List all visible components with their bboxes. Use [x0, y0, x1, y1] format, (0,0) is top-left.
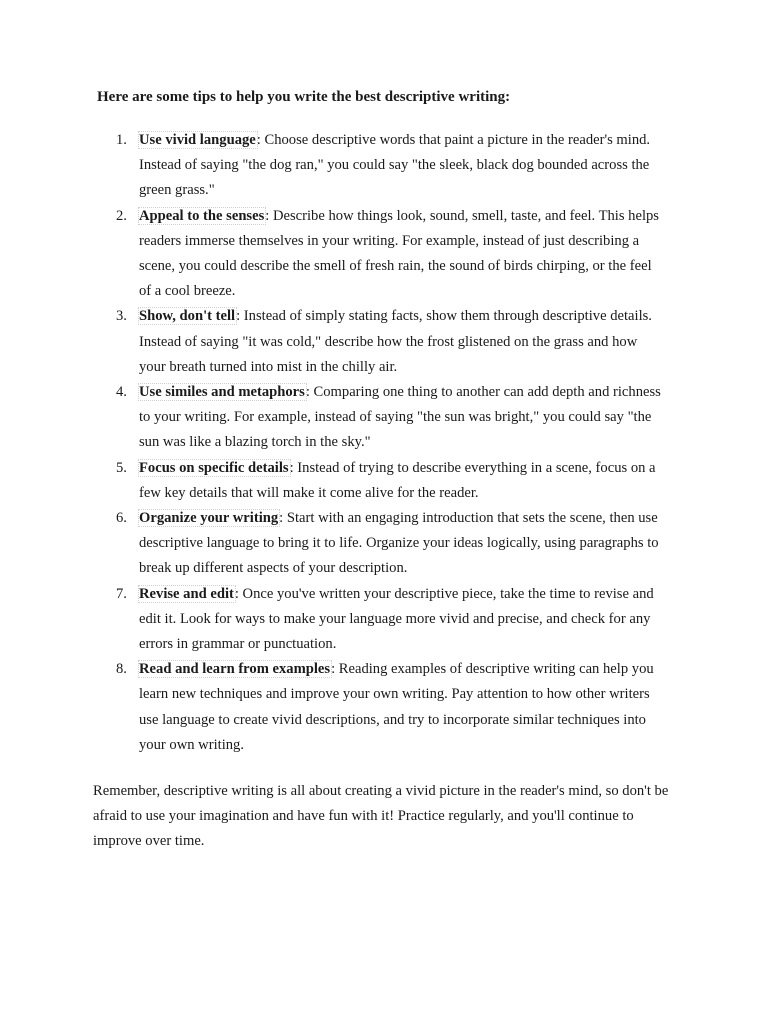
- tip-text: : Comparing one thing to another can add depth and richness to your writing. For example, instead of saying "the sun was bright," you could say "the sun was like a blazing torch in the sky.": [139, 384, 661, 451]
- list-item: [0, 204, 667, 305]
- tip-number: 7.: [116, 585, 127, 602]
- tip-term: Focus on specific details: [139, 459, 289, 476]
- tip-number: 8.: [116, 661, 127, 678]
- list-item: [0, 304, 667, 380]
- tip-text: : Once you've written your descriptive piece, take the time to revise and edit it. Look for ways to make your language more vivid and precise, and check for any errors in grammar or punctuation.: [139, 585, 654, 653]
- tip-term: Read and learn from examples: [139, 661, 331, 678]
- tip-number: 1.: [116, 132, 127, 148]
- tip-term: Appeal to the senses: [139, 207, 265, 224]
- tip-term: Use similes and metaphors: [139, 384, 305, 401]
- list-item: [0, 380, 667, 456]
- tip-text: : Instead of trying to describe everything in a scene, focus on a few key details that will make it come alive for the reader.: [139, 459, 656, 501]
- tip-term: Revise and edit: [139, 585, 234, 602]
- document-heading: Here are some tips to help you write the best descriptive writing:: [97, 89, 511, 105]
- tip-number: 2.: [116, 207, 127, 224]
- tip-text: : Choose descriptive words that paint a picture in the reader's mind. Instead of saying "the dog ran," you could say "the sleek, black dog bounded across the green grass.": [139, 132, 651, 199]
- tip-number: 6.: [116, 510, 127, 527]
- tip-number: 3.: [116, 308, 127, 325]
- tip-term: Show, don't tell: [139, 308, 236, 325]
- tip-text: : Start with an engaging introduction that sets the scene, then use descriptive language to bring it to life. Organize your ideas logically, using paragraphs to break up different aspects of your description.: [139, 510, 659, 577]
- tip-term: Use vivid language: [139, 132, 256, 148]
- tips-list: [0, 128, 768, 758]
- tip-number: 5.: [116, 459, 127, 476]
- tip-number: 4.: [116, 384, 127, 401]
- list-item: [0, 582, 667, 658]
- list-item: [0, 128, 667, 204]
- list-item: [0, 456, 667, 506]
- list-item: [0, 506, 667, 582]
- tip-text: : Reading examples of descriptive writing can help you learn new techniques and improve your own writing. Pay attention to how other writers use language to create vivid descriptions, and try to incorporate similar techniques into your own writing.: [139, 661, 654, 753]
- list-item: [0, 657, 667, 758]
- closing-paragraph: Remember, descriptive writing is all about creating a vivid picture in the reader's mind, so don't be afraid to use your imagination and have fun with it! Practice regularly, and you'll continue to improve over time.: [93, 783, 669, 850]
- tip-text: : Describe how things look, sound, smell, taste, and feel. This helps readers immerse themselves in your writing. For example, instead of just describing a scene, you could describe the smell of fresh rain, the sound of birds chirping, or the feel of a cool breeze.: [139, 207, 659, 300]
- tip-text: : Instead of simply stating facts, show them through descriptive details. Instead of saying "it was cold," describe how the frost glistened on the grass and how your breath turned into mist in the chilly air.: [139, 308, 652, 375]
- tip-term: Organize your writing: [139, 510, 279, 527]
